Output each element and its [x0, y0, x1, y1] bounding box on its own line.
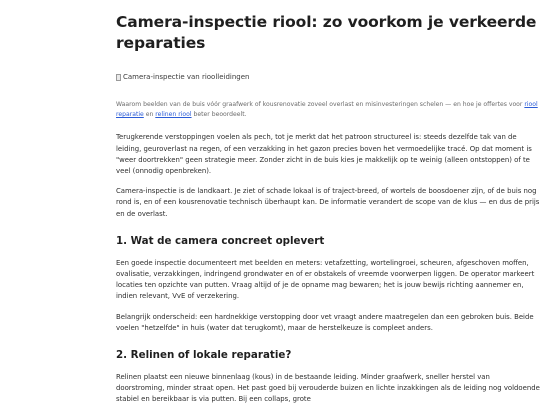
intro-paragraph: Terugkerende verstoppingen voelen als pech, tot je merkt dat het patroon structureel is: steeds dezelfde tak van de leiding, geuroverlast na regen, of een verzakking in het gazon precies boven het vermoedelijke tracé. Op dat moment is "weer doortrekken" geen strategie meer. Zonder zicht in de buis kies je makkelijk op te weinig (alleen ontstoppen) of te veel (onnodig openbreken). [116, 133, 532, 176]
section-paragraph: Belangrijk onderscheid: een hardnekkige verstopping door vet vraagt andere maatregelen dan een gebroken buis. Beide voelen "hetzelfde" in huis (water dat terugkomt), maar de herstelkeuze is compleet anders. [116, 312, 534, 332]
link-riool-reparatie[interactable]: riool reparatie [116, 101, 538, 119]
broken-image-icon [116, 74, 121, 81]
article [116, 0, 540, 406]
section-heading: 2. Relinen of lokale reparatie? [116, 349, 292, 362]
page-title: Camera-inspectie riool: zo voorkom je verkeerde reparaties [116, 13, 537, 52]
section-paragraph: Een goede inspectie documenteert met beelden en meters: vetafzetting, wortelingroei, scheuren, afgeschoven moffen, ovalisatie, verzakkingen, indringend grondwater en of er obstakels of vreemde voorwerpen liggen. De operator markeert locaties ten opzichte van putten. Vraag altijd of je de opname mag bewaren; het is jouw bewijs richting aannemer en, indien relevant, VvE of verzekering. [116, 258, 535, 301]
caption-text: Waarom beelden van de buis vóór graafwerk of kousrenovatie zoveel overlast en misinvesteringen schelen — en hoe je offertes voor [116, 101, 525, 108]
image-caption [116, 100, 540, 120]
hero-image-alt-text: Camera-inspectie van rioolleidingen [123, 73, 250, 81]
caption-text: beter beoordeelt. [191, 111, 247, 119]
caption-text: en [143, 111, 156, 119]
intro-paragraph: Camera-inspectie is de landkaart. Je ziet of schade lokaal is of traject-breed, of wortels de boosdoener zijn, of de buis nog rond is, en of een kousrenovatie technisch überhaupt kan. De informatie verandert de scope van de klus — en dus de prijs en de overlast. [116, 187, 540, 218]
link-relinen-riool[interactable]: relinen riool [155, 111, 192, 119]
section-paragraph: Relinen plaatst een nieuwe binnenlaag (kous) in de bestaande leiding. Minder graafwerk, sneller herstel van doorstroming, minder straat open. Het past goed bij verouderde buizen en lichte inzakkingen als de leiding nog voldoende stabiel en bereikbaar is via putten. Bij een collaps, grote [116, 373, 540, 404]
section-heading: 1. Wat de camera concreet oplevert [116, 234, 325, 247]
hero-image [116, 70, 540, 84]
